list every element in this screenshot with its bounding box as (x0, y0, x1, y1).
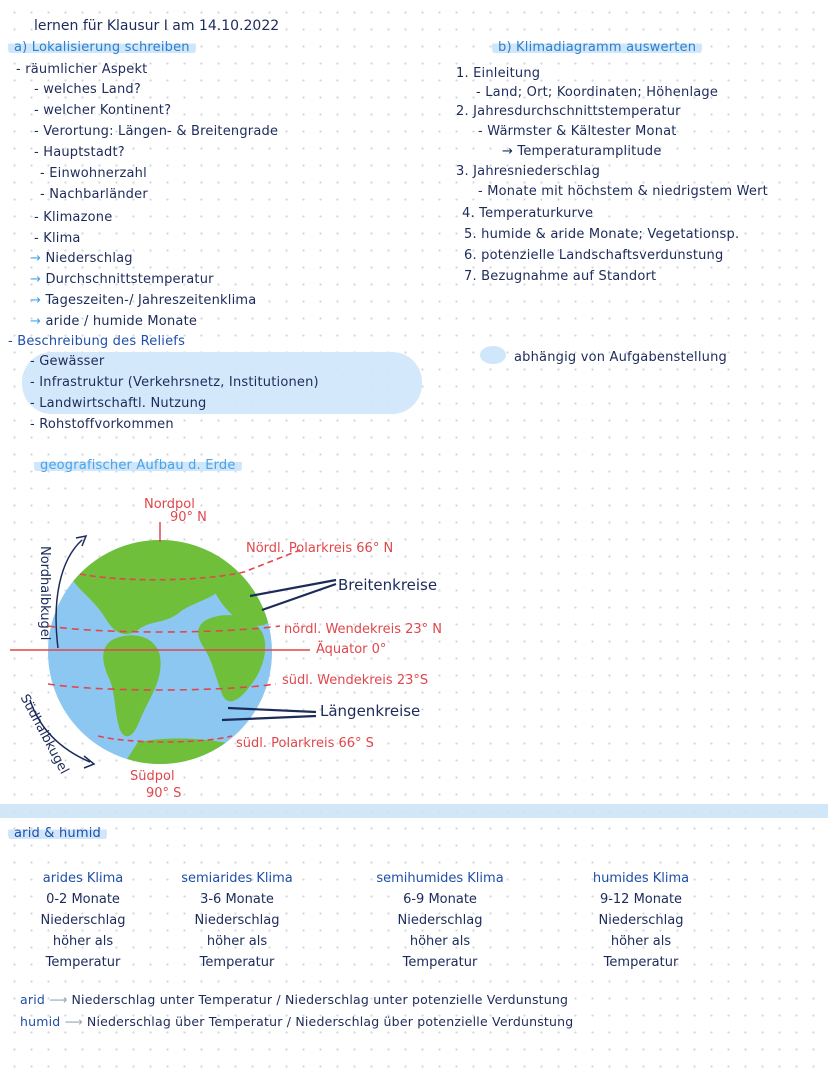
list-item: - Nachbarländer (40, 187, 148, 202)
arrow-right-icon: ⟶ (64, 1014, 87, 1029)
latitudes-label: Breitenkreise (338, 576, 438, 594)
list-item: → Niederschlag (30, 251, 133, 266)
list-item: - Klimazone (34, 210, 113, 225)
section-b-heading (492, 40, 702, 55)
southern-hemisphere-label: Südhalbkugel (16, 692, 72, 777)
divider (0, 804, 828, 818)
climate-column-semiarid: semiarides Klima 3-6 Monate Niederschlag höher als Temperatur (181, 871, 293, 970)
arctic-label: Nördl. Polarkreis 66° N (246, 541, 394, 556)
north-pole-label: Nordpol (144, 497, 195, 512)
list-item: - Wärmster & Kältester Monat (478, 124, 677, 139)
list-item: → Temperaturamplitude (502, 144, 662, 159)
list-item: - welcher Kontinent? (34, 103, 172, 118)
list-item: - Land; Ort; Koordinaten; Höhenlage (476, 85, 719, 100)
list-item: 7. Bezugnahme auf Standort (464, 269, 657, 284)
list-item: 5. humide & aride Monate; Vegetationsp. (464, 227, 740, 242)
section-a-heading (8, 40, 196, 55)
list-item: 6. potenzielle Landschaftsverdunstung (464, 248, 724, 263)
list-item: 1. Einleitung (456, 66, 541, 81)
list-item: - Klima (34, 231, 81, 246)
list-item: 2. Jahresdurchschnittstemperatur (456, 104, 681, 119)
longitudes-label: Längenkreise (320, 702, 421, 720)
list-item: - Infrastruktur (Verkehrsnetz, Institutionen) (30, 375, 319, 390)
arid-definition: arid ⟶ Niederschlag unter Temperatur / Niederschlag unter potenzielle Verdunstung (20, 992, 569, 1007)
south-pole-label: Südpol (130, 769, 175, 784)
arrow-right-icon: → (30, 251, 42, 266)
list-item: - Rohstoffvorkommen (30, 417, 174, 432)
list-item: - Hauptstadt? (34, 145, 125, 160)
climate-column-semihumid: semihumides Klima 6-9 Monate Niederschlag höher als Temperatur (376, 871, 504, 970)
section-b-heading-text: b) Klimadiagramm auswerten (492, 40, 702, 55)
land-antarctica (120, 739, 240, 770)
relief-heading: - Beschreibung des Reliefs (8, 334, 186, 349)
list-item: 4. Temperaturkurve (462, 206, 594, 221)
bullet-dot-icon (480, 346, 506, 364)
section-a-heading-text: a) Lokalisierung schreiben (8, 40, 196, 55)
page-title: lernen für Klausur I am 14.10.2022 (34, 18, 280, 34)
list-item: - Einwohnerzahl (40, 166, 147, 181)
list-item: - Landwirtschaftl. Nutzung (30, 396, 207, 411)
list-item: - Gewässer (30, 354, 105, 369)
antarctic-label: südl. Polarkreis 66° S (236, 736, 374, 751)
arrow-right-icon: ⟶ (49, 992, 72, 1007)
globe-heading (34, 458, 242, 473)
climate-column-arid: arides Klima 0-2 Monate Niederschlag höher als Temperatur (40, 871, 126, 970)
list-item: - welches Land? (34, 82, 141, 97)
arrow-right-icon: → (30, 293, 42, 308)
northern-hemisphere-label: Nordhalbkugel (37, 546, 52, 641)
arid-humid-heading (8, 826, 107, 841)
arid-humid-heading-text: arid & humid (8, 826, 107, 841)
globe-diagram (0, 480, 828, 810)
climate-column-humid: humides Klima 9-12 Monate Niederschlag höher als Temperatur (592, 871, 690, 970)
list-item: - Monate mit höchstem & niedrigstem Wert (478, 184, 768, 199)
equator-label: Äquator 0° (316, 642, 387, 657)
globe-heading-text: geografischer Aufbau d. Erde (34, 458, 242, 473)
tropic-cancer-label: nördl. Wendekreis 23° N (284, 622, 443, 637)
list-item: → aride / humide Monate (30, 314, 198, 329)
north-pole-degree: 90° N (170, 510, 207, 525)
note-text: abhängig von Aufgabenstellung (514, 350, 727, 365)
arrow-right-icon: → (30, 314, 42, 329)
humid-definition: humid ⟶ Niederschlag über Temperatur / Niederschlag über potenzielle Verdunstung (20, 1014, 574, 1029)
tropic-capricorn-label: südl. Wendekreis 23°S (282, 673, 429, 688)
arrow-right-icon: → (30, 272, 42, 287)
list-item: 3. Jahresniederschlag (456, 164, 601, 179)
list-item: - Verortung: Längen- & Breitengrade (34, 124, 279, 139)
list-item: → Tageszeiten-/ Jahreszeitenklima (30, 293, 257, 308)
list-item: → Durchschnittstemperatur (30, 272, 214, 287)
south-pole-degree: 90° S (146, 786, 182, 801)
spatial-heading: - räumlicher Aspekt (16, 62, 148, 77)
